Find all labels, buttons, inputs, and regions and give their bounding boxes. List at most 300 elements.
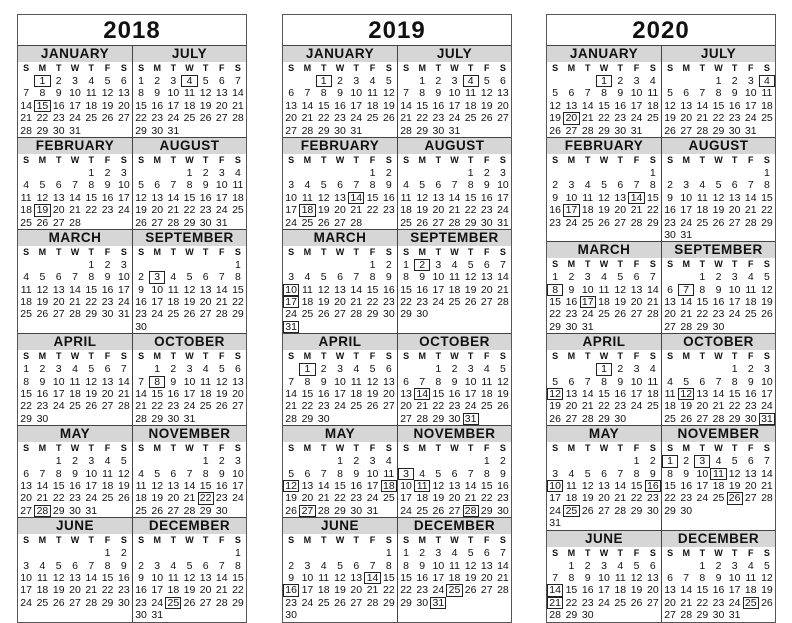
day-cell: 7 (72, 271, 78, 284)
day-cell: 6 (683, 87, 690, 100)
weekday-label: S (288, 154, 295, 165)
week-row (18, 259, 132, 271)
day-cell: 2 (552, 179, 559, 192)
weekday-label: S (403, 63, 410, 73)
day-cell (149, 259, 165, 271)
day-cell: 28 (85, 596, 98, 609)
day-cell: 22 (598, 112, 610, 125)
month-july (661, 45, 775, 137)
day-cell: 24 (680, 216, 693, 229)
weekday-label: M (682, 259, 690, 270)
day-cell (612, 609, 628, 621)
weekday-label: W (714, 63, 723, 73)
day-cell: 29 (400, 596, 412, 609)
week-row (547, 597, 661, 609)
month-name: MAY (283, 425, 397, 442)
week-row (547, 572, 661, 584)
week-row (283, 376, 397, 388)
day-cell: 30 (480, 216, 493, 229)
weekday-label: F (369, 351, 376, 362)
day-cell (83, 217, 99, 229)
weekday-header (398, 62, 511, 75)
week-row-empty (398, 609, 511, 621)
day-cell: 7 (170, 179, 177, 192)
day-cell: 14 (581, 388, 594, 401)
day-cell: 13 (199, 571, 212, 584)
day-cell: 22 (565, 596, 578, 609)
day-cell (198, 259, 214, 271)
day-cell: 20 (497, 99, 509, 112)
day-cell: 17 (85, 479, 98, 492)
day-cell: 30 (350, 504, 363, 517)
month-row (18, 137, 246, 229)
day-cell (364, 217, 380, 229)
day-cell: 16 (432, 99, 445, 112)
day-cell (83, 125, 99, 137)
day-cell: 22 (135, 112, 147, 125)
month-name: AUGUST (133, 137, 246, 154)
month-name: MARCH (283, 229, 397, 246)
day-cell (133, 259, 149, 271)
day-cell: 27 (497, 112, 509, 125)
weekday-header (133, 442, 246, 455)
day-cell: 4 (699, 179, 706, 192)
day-cell: 15 (382, 571, 395, 584)
weekday-label: F (219, 351, 225, 362)
day-cell: 11 (582, 191, 594, 204)
day-cell: 10 (728, 283, 741, 296)
day-cell: 19 (549, 400, 561, 413)
weekday-label: S (403, 351, 410, 362)
day-cell (283, 75, 299, 87)
day-cell (547, 229, 661, 241)
weekday-label: S (138, 246, 145, 257)
day-cell: 5 (633, 559, 640, 572)
day-cell: 15 (85, 283, 98, 296)
day-cell: 17 (350, 99, 363, 112)
day-cell: 23 (135, 596, 147, 609)
week-row (283, 480, 397, 492)
day-cell (463, 455, 479, 467)
day-cell: 23 (549, 216, 561, 229)
day-cell: 19 (382, 99, 395, 112)
week-row (133, 192, 246, 204)
month-row (283, 45, 511, 137)
day-cell (430, 308, 446, 320)
day-grid (18, 455, 132, 517)
weekday-label: W (335, 246, 345, 257)
day-cell: 6 (435, 179, 442, 192)
day-cell: 31 (85, 504, 98, 517)
day-cell: 18 (232, 191, 244, 204)
day-cell: 2 (385, 258, 392, 271)
day-cell (612, 455, 628, 467)
weekday-label: S (234, 154, 241, 165)
day-cell (580, 363, 596, 375)
day-cell: 6 (747, 455, 754, 468)
day-cell: 3 (633, 363, 640, 376)
day-cell: 15 (85, 191, 98, 204)
day-cell: 30 (52, 124, 65, 137)
week-row (18, 505, 132, 517)
day-cell: 10 (85, 467, 98, 480)
day-cell: 28 (215, 308, 228, 321)
week-row (133, 547, 246, 559)
day-grid (662, 455, 775, 529)
weekday-label: F (748, 259, 754, 270)
day-cell (149, 547, 165, 559)
day-cell: 5 (186, 271, 193, 284)
day-grid (283, 75, 397, 137)
day-cell: 19 (36, 296, 49, 309)
day-cell: 2 (39, 363, 46, 376)
week-row (398, 468, 511, 480)
weekday-label: F (104, 246, 111, 257)
week-row (18, 296, 132, 308)
weekday-label: F (633, 259, 640, 270)
day-cell: 25 (400, 216, 412, 229)
weekday-label: F (104, 443, 111, 454)
day-cell: 28 (581, 124, 594, 137)
month-row (18, 517, 246, 621)
day-cell (479, 308, 495, 320)
day-cell (662, 560, 678, 572)
weekday-label: W (70, 154, 80, 165)
month-name: DECEMBER (662, 530, 775, 547)
day-cell (596, 455, 612, 467)
day-cell: 16 (101, 283, 114, 296)
weekday-label: S (763, 443, 770, 454)
weekday-label: M (38, 246, 47, 257)
day-cell: 10 (432, 271, 445, 284)
day-cell: 26 (432, 504, 445, 517)
month-october (661, 333, 775, 425)
day-cell: 5 (320, 271, 327, 284)
weekday-label: F (748, 547, 754, 558)
weekday-label: T (617, 154, 624, 165)
week-row (547, 609, 661, 621)
day-cell: 26 (199, 112, 212, 125)
day-cell (348, 547, 364, 559)
day-cell (34, 455, 50, 467)
weekday-label: F (369, 246, 376, 257)
day-cell: 4 (601, 271, 607, 284)
day-cell (116, 413, 132, 425)
week-row (398, 480, 511, 492)
day-grid (547, 167, 661, 241)
day-cell: 17 (400, 492, 412, 505)
day-cell: 24 (350, 112, 363, 125)
day-cell: 30 (581, 609, 594, 622)
day-cell: 8 (234, 559, 241, 572)
day-cell: 21 (232, 99, 244, 112)
day-cell: 9 (715, 571, 722, 584)
day-cell: 1 (403, 258, 409, 271)
day-cell (214, 259, 230, 271)
weekday-label: W (185, 246, 194, 257)
day-cell (596, 167, 612, 179)
day-cell: 2 (715, 559, 722, 572)
day-cell: 25 (448, 296, 461, 309)
day-cell (149, 455, 165, 467)
day-cell (18, 547, 34, 559)
day-cell: 25 (69, 400, 81, 413)
day-cell: 2 (320, 363, 327, 376)
weekday-label: T (55, 351, 62, 362)
day-cell: 6 (499, 75, 506, 87)
weekday-label: T (88, 535, 95, 546)
day-cell: 21 (630, 204, 643, 217)
day-cell: 10 (432, 559, 445, 572)
day-cell: 22 (317, 112, 330, 125)
day-cell: 24 (696, 492, 709, 505)
week-row (398, 505, 511, 517)
weekday-label: W (185, 154, 194, 165)
day-cell: 16 (497, 479, 509, 492)
day-cell: 22 (630, 492, 643, 505)
weekday-label: M (303, 246, 312, 257)
day-cell: 20 (350, 584, 363, 597)
day-cell: 12 (761, 283, 773, 296)
day-cell: 21 (215, 584, 228, 597)
day-cell: 11 (301, 191, 313, 204)
day-cell: 20 (52, 296, 65, 309)
weekday-label: S (763, 63, 770, 73)
weekday-label: S (23, 351, 30, 362)
day-cell (662, 167, 678, 179)
day-cell: 2 (584, 559, 591, 572)
day-cell: 17 (549, 492, 561, 505)
weekday-label: T (88, 351, 95, 362)
day-cell: 23 (432, 112, 445, 125)
week-row (18, 480, 132, 492)
weekday-label: T (435, 246, 442, 257)
day-cell: 17 (366, 479, 379, 492)
day-cell: 14 (350, 283, 363, 296)
day-cell: 17 (151, 296, 164, 309)
day-cell: 16 (581, 584, 594, 597)
highlighted-day: 25 (563, 505, 579, 517)
day-cell: 10 (497, 179, 509, 192)
day-cell: 26 (549, 124, 561, 137)
weekday-header (283, 246, 397, 259)
day-cell: 31 (728, 609, 741, 622)
day-cell: 3 (170, 75, 177, 87)
month-february (283, 137, 397, 229)
day-cell: 25 (598, 308, 610, 321)
day-cell: 13 (565, 99, 578, 112)
weekday-label: S (138, 351, 145, 362)
week-row (662, 229, 775, 241)
highlighted-day: 27 (299, 505, 315, 517)
week-row (18, 584, 132, 596)
week-row (18, 167, 132, 179)
day-cell: 10 (630, 375, 643, 388)
weekday-label: W (335, 154, 345, 165)
day-cell (547, 167, 563, 179)
weekday-label: S (288, 535, 295, 546)
day-cell: 2 (353, 455, 360, 468)
day-cell: 1 (88, 258, 95, 271)
day-cell: 24 (85, 492, 98, 505)
day-cell: 12 (664, 99, 676, 112)
day-cell (165, 547, 181, 559)
day-cell: 9 (731, 87, 738, 100)
day-cell: 12 (317, 283, 330, 296)
day-cell: 9 (483, 179, 490, 192)
day-cell: 11 (465, 87, 477, 100)
day-cell: 12 (85, 375, 98, 388)
day-cell: 8 (568, 571, 575, 584)
highlighted-day: 14 (414, 388, 430, 400)
day-cell: 18 (744, 584, 757, 597)
week-row (662, 100, 775, 112)
day-cell: 28 (215, 596, 228, 609)
day-cell: 12 (317, 191, 330, 204)
day-cell: 20 (646, 584, 659, 597)
day-cell: 14 (215, 283, 228, 296)
month-november (397, 425, 511, 517)
day-cell: 9 (667, 191, 673, 204)
day-cell (727, 167, 743, 179)
day-cell: 10 (285, 191, 297, 204)
day-cell: 24 (448, 112, 461, 125)
weekday-label: S (552, 63, 559, 73)
day-cell: 8 (633, 467, 640, 480)
weekday-label: M (418, 154, 426, 165)
day-cell: 21 (36, 492, 49, 505)
day-cell: 3 (747, 75, 754, 87)
month-april (547, 333, 661, 425)
day-cell: 11 (449, 559, 460, 572)
day-cell: 6 (55, 271, 62, 284)
week-row (18, 363, 132, 375)
week-row (18, 87, 132, 99)
weekday-label: M (682, 351, 690, 362)
day-cell: 5 (138, 179, 144, 192)
day-cell: 15 (334, 479, 346, 492)
month-july (132, 45, 246, 137)
week-row (283, 388, 397, 400)
day-cell: 18 (101, 479, 114, 492)
day-cell: 14 (317, 479, 330, 492)
day-cell: 18 (20, 296, 32, 309)
month-name: OCTOBER (398, 333, 511, 350)
day-cell: 16 (151, 99, 164, 112)
day-cell: 12 (382, 87, 395, 100)
day-cell: 11 (647, 87, 659, 100)
day-cell (133, 167, 149, 179)
day-cell: 15 (151, 388, 164, 401)
day-cell: 8 (435, 375, 442, 388)
day-cell: 8 (731, 375, 738, 388)
day-cell (678, 167, 694, 179)
weekday-label: M (567, 259, 576, 270)
day-cell: 27 (350, 596, 363, 609)
day-cell: 9 (353, 467, 360, 480)
day-cell: 17 (334, 388, 346, 401)
day-cell: 15 (199, 479, 212, 492)
day-cell: 30 (151, 124, 164, 137)
day-cell (149, 167, 165, 179)
day-cell: 29 (334, 504, 346, 517)
day-cell: 15 (598, 388, 610, 401)
day-cell: 28 (646, 308, 659, 321)
day-cell: 14 (696, 99, 709, 112)
day-cell: 9 (288, 571, 295, 584)
day-grid (662, 75, 775, 137)
day-cell: 10 (183, 375, 196, 388)
calendar-year-2018 (17, 14, 247, 623)
day-grid (133, 455, 246, 517)
day-cell: 20 (334, 204, 346, 217)
weekday-label: S (138, 535, 145, 546)
week-row (133, 321, 246, 333)
week-row-empty (18, 321, 132, 333)
day-cell: 29 (664, 504, 676, 517)
day-cell: 27 (215, 112, 228, 125)
day-cell: 30 (432, 124, 445, 137)
day-cell (678, 75, 694, 87)
weekday-header (18, 246, 132, 259)
weekday-label: T (699, 63, 706, 73)
week-row (133, 492, 246, 504)
week-row (662, 112, 775, 124)
day-cell: 7 (633, 179, 640, 192)
day-cell: 12 (614, 283, 627, 296)
day-cell: 17 (497, 191, 509, 204)
day-cell: 29 (565, 609, 578, 622)
weekday-label: S (667, 154, 674, 165)
week-row (547, 100, 661, 112)
weekday-label: M (38, 351, 47, 362)
day-cell: 7 (138, 375, 144, 388)
month-name: JUNE (283, 517, 397, 534)
day-cell: 21 (464, 492, 477, 505)
week-row (662, 179, 775, 191)
day-cell (198, 547, 214, 559)
month-name: AUGUST (662, 137, 775, 154)
day-cell: 2 (617, 75, 624, 87)
weekday-label: M (303, 154, 312, 165)
weekday-header (662, 442, 775, 455)
month-name: FEBRUARY (283, 137, 397, 154)
day-cell (51, 259, 67, 271)
day-cell: 19 (630, 584, 643, 597)
day-cell (299, 259, 315, 271)
day-cell: 7 (499, 547, 506, 560)
day-cell: 18 (565, 492, 578, 505)
week-row (283, 572, 397, 584)
day-cell: 18 (646, 99, 659, 112)
week-row (133, 271, 246, 283)
day-cell: 15 (366, 283, 379, 296)
day-cell: 1 (337, 455, 343, 468)
weekday-label: S (385, 246, 392, 257)
weekday-label: T (467, 63, 474, 73)
week-row (133, 75, 246, 87)
day-cell: 22 (416, 112, 429, 125)
day-cell: 19 (135, 204, 147, 217)
month-march (283, 229, 397, 333)
weekday-label: T (55, 63, 62, 73)
month-december (397, 517, 511, 621)
week-row (133, 112, 246, 124)
weekday-header (547, 154, 661, 167)
weekday-label: T (170, 63, 177, 73)
day-cell (83, 547, 99, 559)
day-cell: 4 (138, 467, 144, 480)
